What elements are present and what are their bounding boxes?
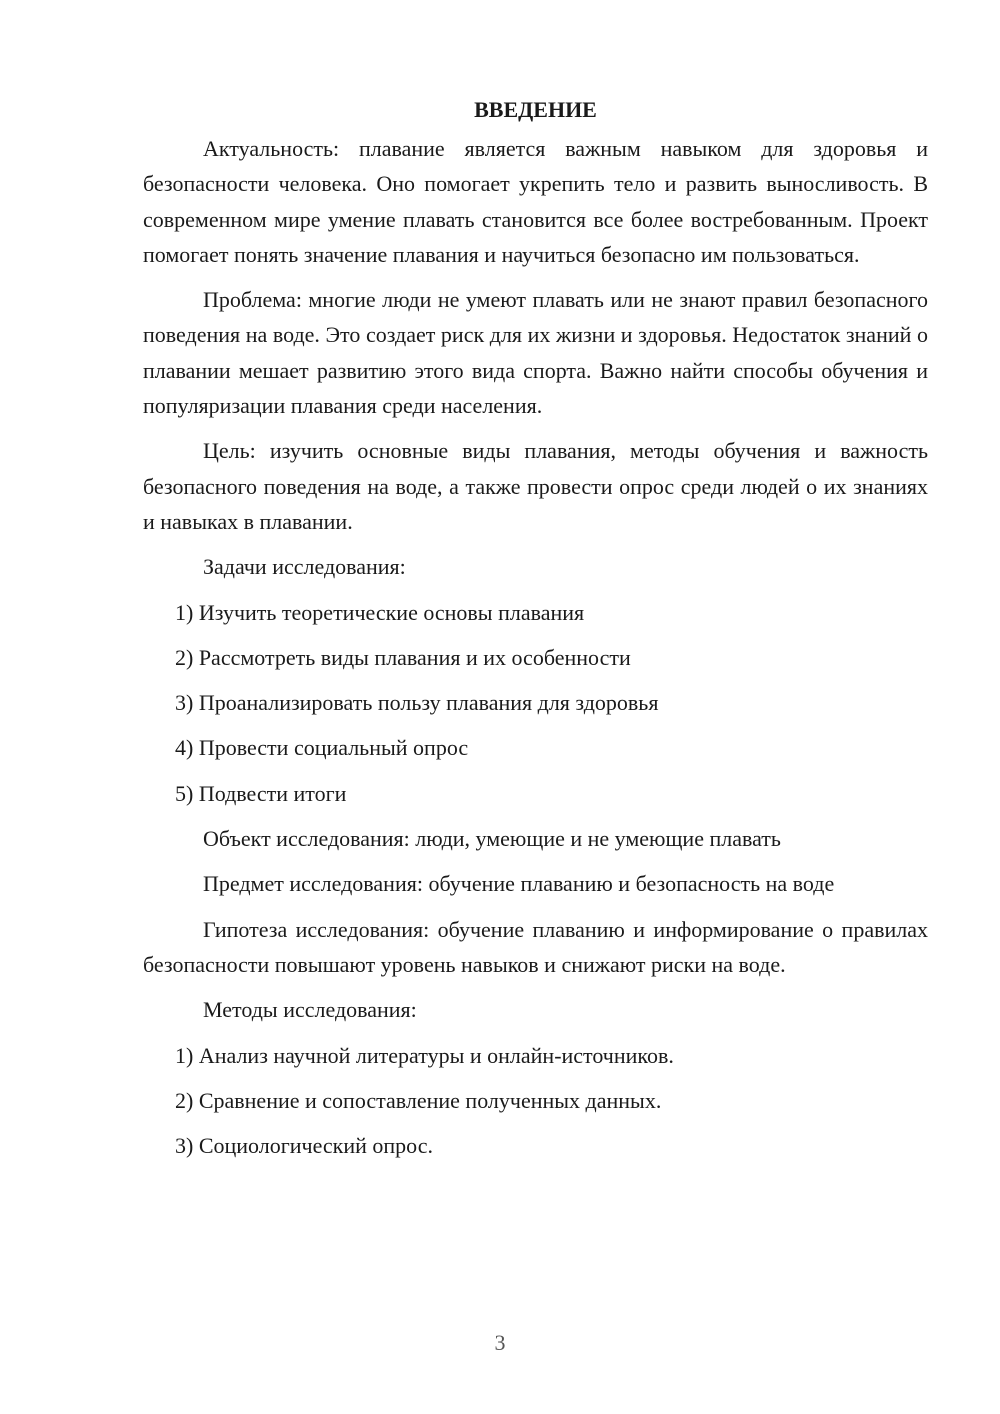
document-title: ВВЕДЕНИЕ (474, 97, 597, 122)
task-item: 4) Провести социальный опрос (175, 735, 469, 761)
paragraph-problem: Проблема: многие люди не умеют плавать или не знают правил безопасного поведения на воде. Это создает риск для их жизни и здоровья. Недостаток знаний о плавании мешает развитию этого вида спорта. Важно найти способы обучения и популяризации плавания среди населения. (143, 287, 928, 419)
task-item: 1) Изучить теоретические основы плавания (175, 599, 585, 625)
methods-heading: Методы исследования: (203, 997, 417, 1023)
method-item: 2) Сравнение и сопоставление полученных данных. (175, 1087, 662, 1113)
task-item: 5) Подвести итоги (175, 780, 347, 806)
task-item: 3) Проанализировать пользу плавания для здоровья (175, 690, 659, 716)
paragraph-relevance: Актуальность: плавание является важным навыком для здоровья и безопасности человека. Оно помогает укрепить тело и развить выносливость. В современном мире умение плавать становится все более востребованным. Проект помогает понять значение плавания и научиться безопасно им пользоваться. (143, 136, 928, 267)
paragraph-goal: Цель: изучить основные виды плавания, методы обучения и важность безопасного поведения на воде, а также провести опрос среди людей о их знаниях и навыках в плавании. (143, 438, 928, 534)
task-item: 2) Рассмотреть виды плавания и их особенности (175, 644, 631, 670)
research-subject: Предмет исследования: обучение плаванию и безопасность на воде (203, 871, 835, 897)
tasks-heading: Задачи исследования: (203, 554, 406, 580)
method-item: 1) Анализ научной литературы и онлайн-источников. (175, 1042, 674, 1068)
research-hypothesis: Гипотеза исследования: обучение плаванию и информирование о правилах безопасности повышают уровень навыков и снижают риски на воде. (143, 916, 928, 977)
method-item: 3) Социологический опрос. (175, 1133, 433, 1159)
research-object: Объект исследования: люди, умеющие и не умеющие плавать (203, 826, 781, 852)
page-number: 3 (494, 1330, 506, 1355)
document-page (143, 92, 928, 1173)
